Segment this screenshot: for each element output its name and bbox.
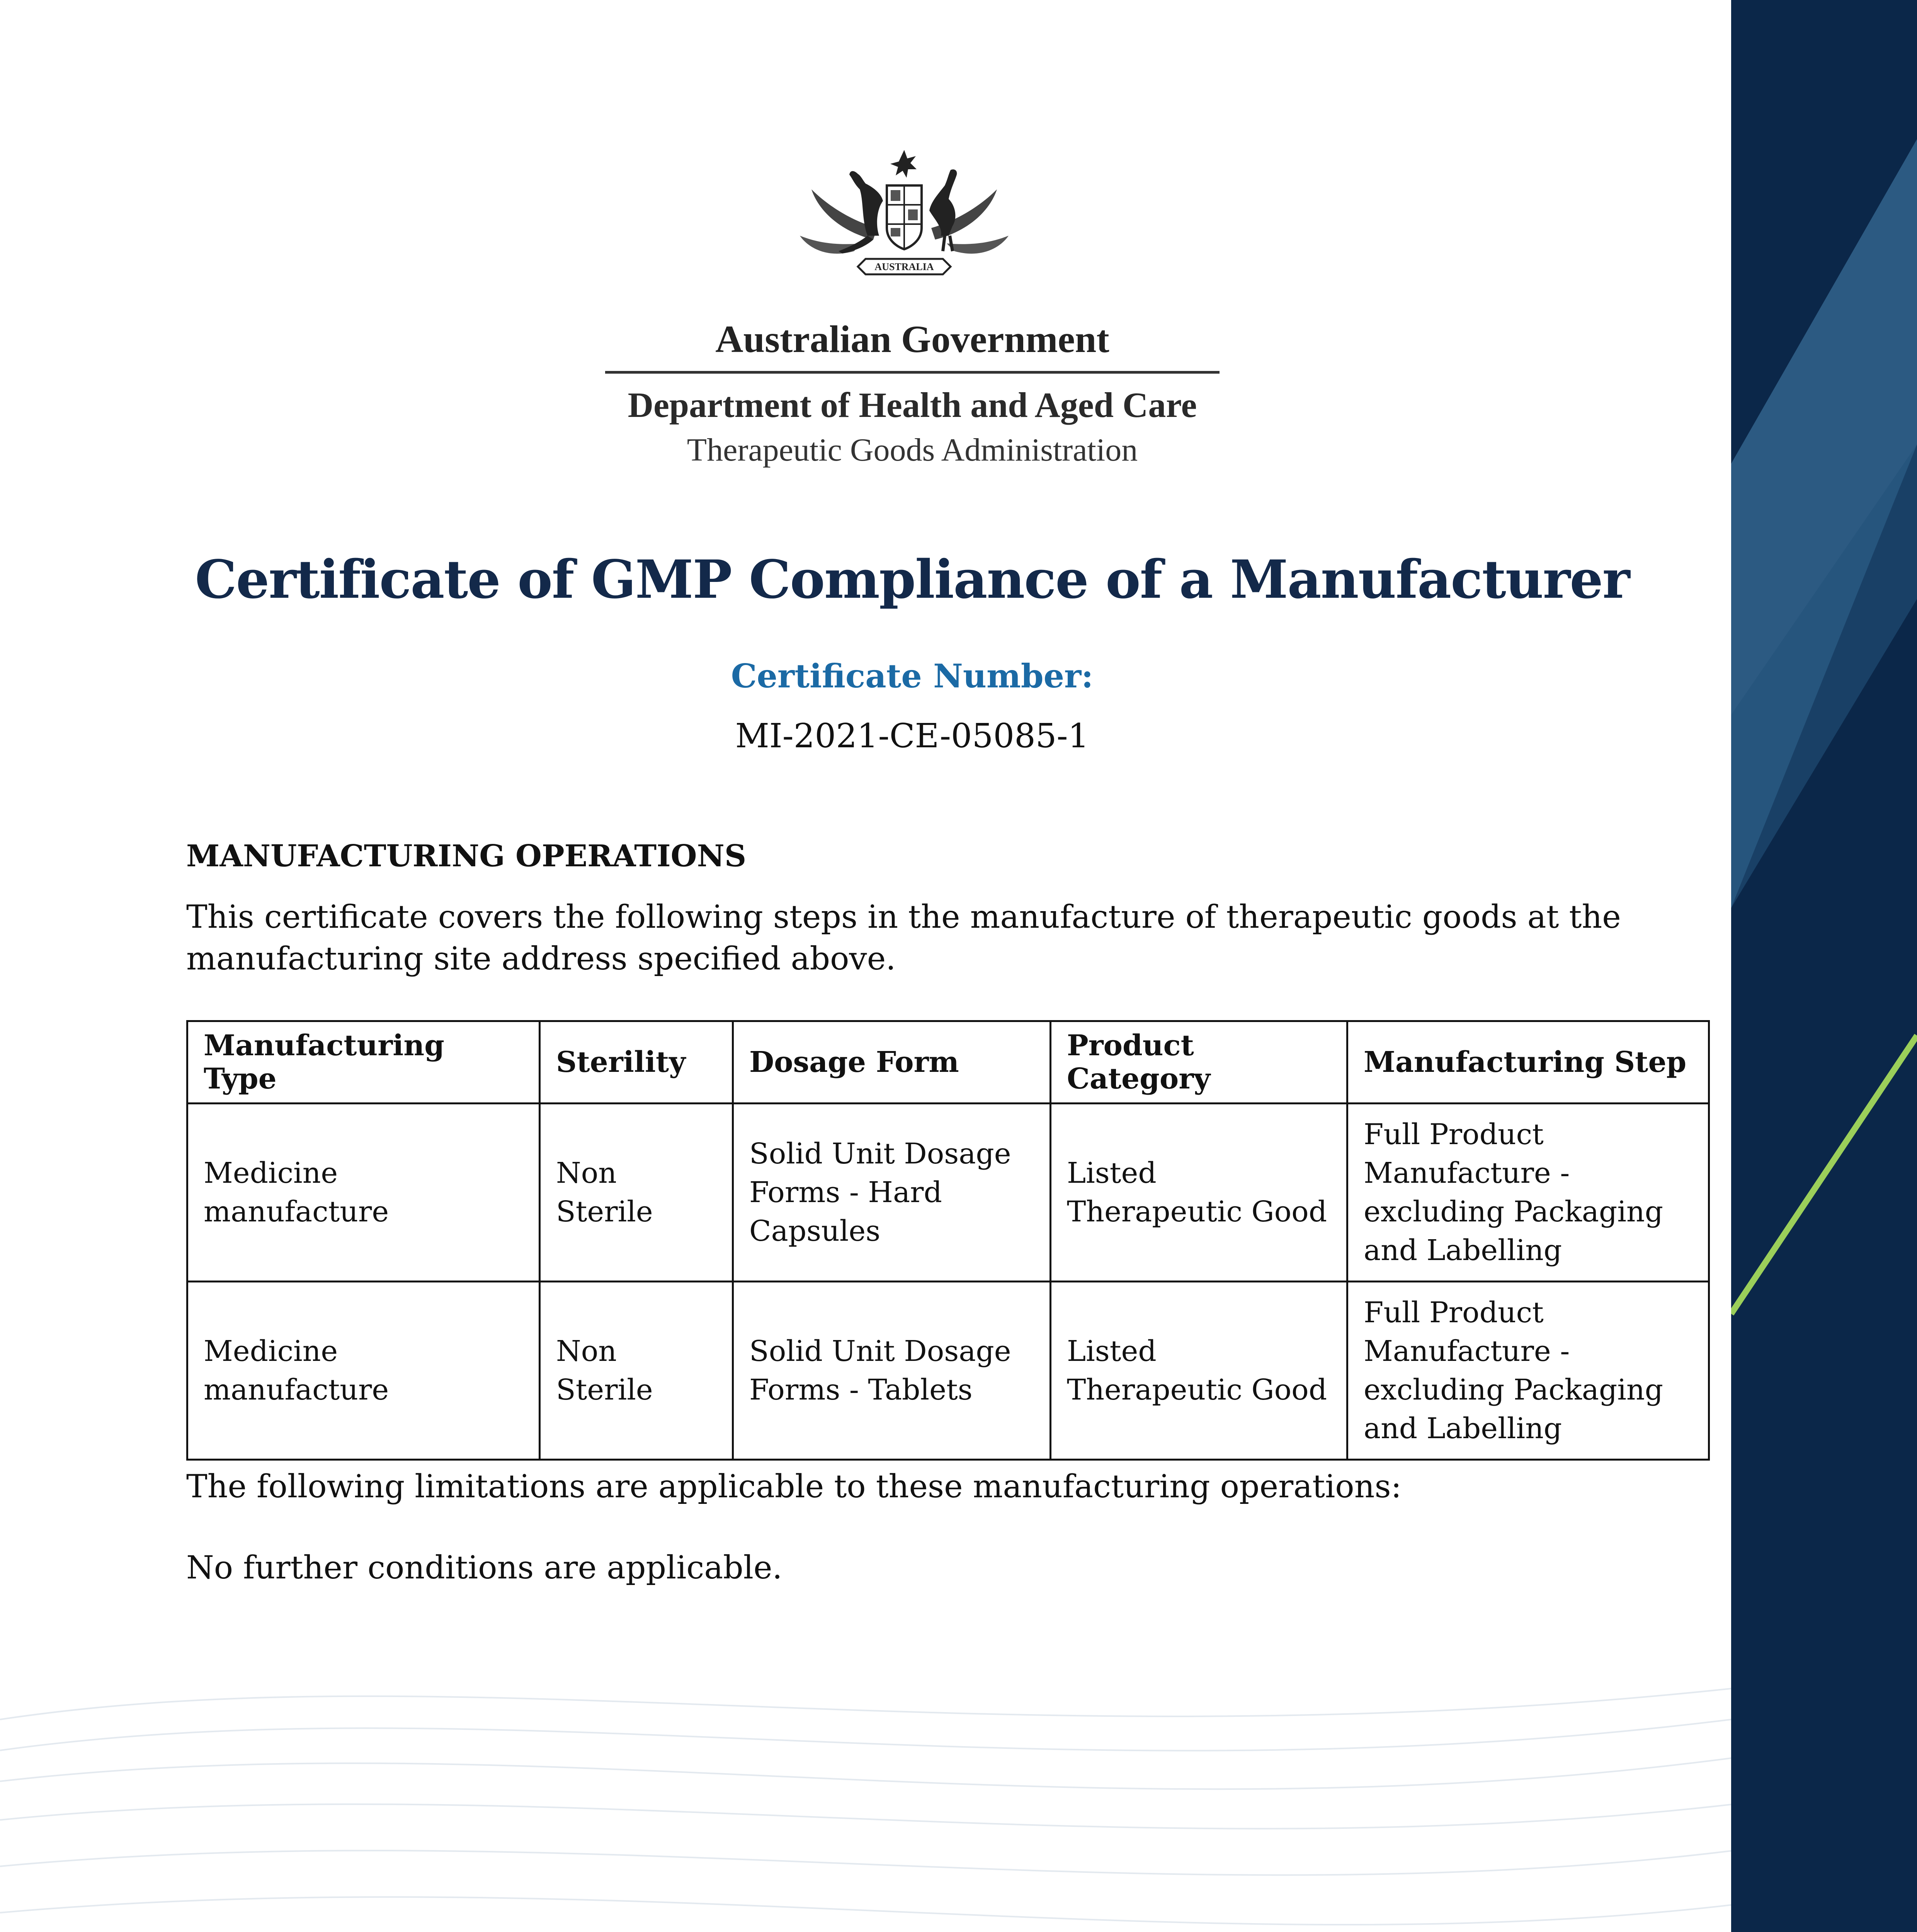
column-header-dosage-form: Dosage Form bbox=[733, 1021, 1051, 1104]
government-name: Australian Government bbox=[715, 318, 1109, 361]
decorative-side-band bbox=[1731, 0, 1917, 1932]
department-name: Department of Health and Aged Care bbox=[628, 385, 1197, 425]
table-row bbox=[187, 1104, 1709, 1282]
cell-dosage-form: Solid Unit Dosage Forms - Tablets bbox=[733, 1282, 1051, 1460]
cell-product-category: Listed Therapeutic Good bbox=[1051, 1104, 1347, 1282]
manufacturing-operations-table bbox=[186, 1020, 1710, 1461]
cell-sterility: Non Sterile bbox=[540, 1282, 733, 1460]
section-heading: MANUFACTURING OPERATIONS bbox=[186, 838, 747, 874]
cell-dosage-form: Solid Unit Dosage Forms - Hard Capsules bbox=[733, 1104, 1051, 1282]
cell-manufacturing-step: Full Product Manufacture - excluding Packaging and Labelling bbox=[1347, 1282, 1709, 1460]
header-divider bbox=[605, 371, 1220, 374]
column-header-manufacturing-type: Manufacturing Type bbox=[187, 1021, 540, 1104]
cell-product-category: Listed Therapeutic Good bbox=[1051, 1282, 1347, 1460]
limitations-statement: The following limitations are applicable to these manufacturing operations: bbox=[186, 1468, 1402, 1505]
cell-sterility: Non Sterile bbox=[540, 1104, 733, 1282]
background-wave-pattern bbox=[0, 1604, 1731, 1932]
table-header-row bbox=[187, 1021, 1709, 1104]
cell-manufacturing-type: Medicine manufacture bbox=[187, 1104, 540, 1282]
table-row bbox=[187, 1282, 1709, 1460]
cell-manufacturing-type: Medicine manufacture bbox=[187, 1282, 540, 1460]
column-header-product-category: Product Category bbox=[1051, 1021, 1347, 1104]
cell-manufacturing-step: Full Product Manufacture - excluding Packaging and Labelling bbox=[1347, 1104, 1709, 1282]
certificate-number: MI-2021-CE-05085-1 bbox=[735, 717, 1089, 755]
coat-of-arms-emblem bbox=[796, 147, 1012, 294]
agency-name: Therapeutic Goods Administration bbox=[687, 432, 1138, 468]
operations-intro: This certificate covers the following steps in the manufacture of therapeutic goods at the manufacturing site address specified above. bbox=[186, 899, 1621, 977]
certificate-title: Certificate of GMP Compliance of a Manufacturer bbox=[195, 549, 1630, 611]
certificate-number-label: Certificate Number: bbox=[731, 657, 1094, 695]
column-header-manufacturing-step: Manufacturing Step bbox=[1347, 1021, 1709, 1104]
conditions-statement: No further conditions are applicable. bbox=[186, 1549, 782, 1586]
crest-banner-text: AUSTRALIA bbox=[874, 261, 934, 272]
column-header-sterility: Sterility bbox=[540, 1021, 733, 1104]
